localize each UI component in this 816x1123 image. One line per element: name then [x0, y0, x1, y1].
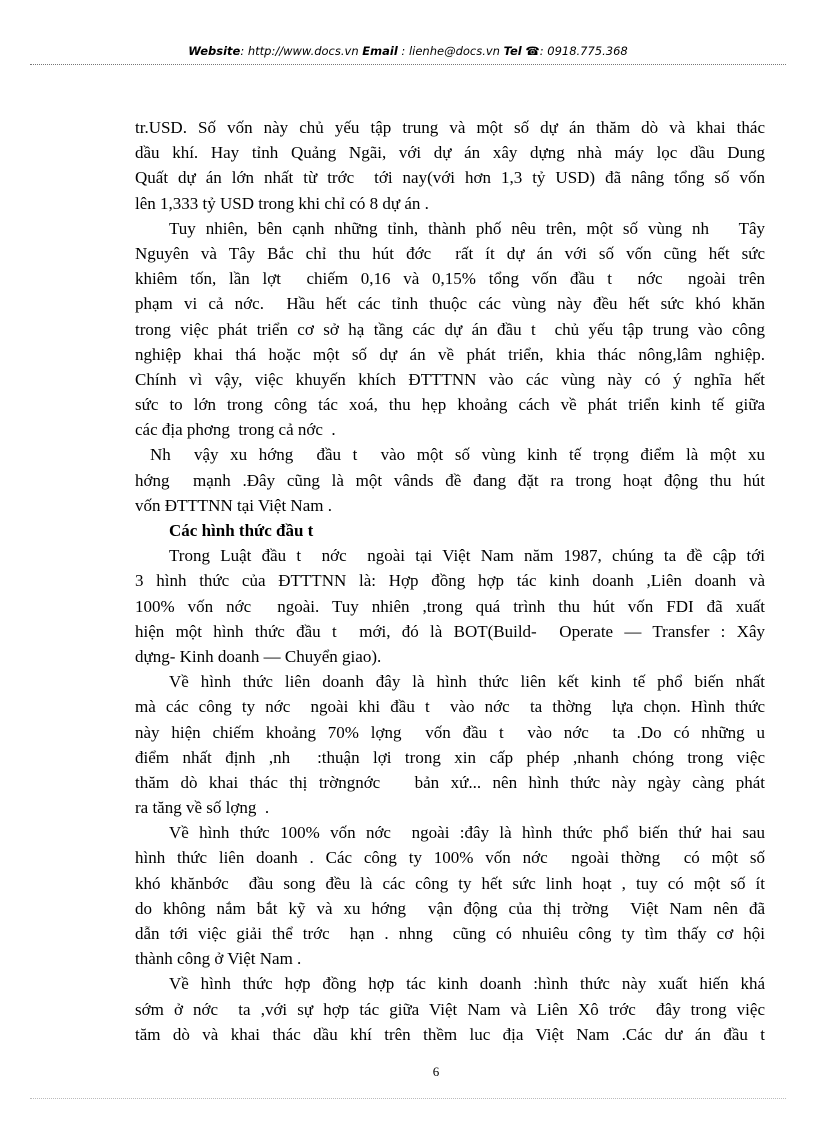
email-value: : lienhe@docs.vn — [397, 44, 504, 58]
website-label: Website — [188, 44, 241, 58]
text-line: vốn ĐTTTNN tại Việt Nam . — [135, 495, 332, 515]
text-line: thăm dò khai thác thị trờngnớc bản xứ... nên hình thức này ngày càng phát — [135, 772, 765, 792]
paragraph — [135, 971, 765, 1047]
page-header — [30, 44, 786, 58]
text-line: sớm ở nớc ta ,với sự hợp tác giữa Việt Nam và Liên Xô trớc đây trong việc — [135, 999, 765, 1019]
heading-text: Các hình thức đầu t — [169, 521, 314, 540]
telephone-icon: ☎ — [525, 44, 540, 58]
text-line: khó khănbớc đầu song đều là các công ty hết sức linh hoạt , tuy có một số ít — [135, 873, 765, 893]
paragraph — [135, 216, 765, 443]
paragraph — [135, 543, 765, 669]
text-line: nghiệp khai thá hoặc một số dự án về phát triển, khia thác nông,lâm nghiệp. — [135, 344, 765, 364]
page-number: 6 — [432, 1064, 440, 1079]
text-line: khiêm tốn, lần lợt chiếm 0,16 và 0,15% tổng vốn đầu t nớc ngoài trên — [135, 269, 765, 289]
text-line: Quất dự án lớn nhất từ trớc tới nay(với hơn 1,3 tỷ USD) đã nâng tổng số vốn — [135, 168, 765, 188]
text-line: Nguyên và Tây Bắc chỉ thu hút đớc rất ít dự án với số vốn cũng hết sức — [135, 243, 765, 263]
text-line: 100% vốn nớc ngoài. Tuy nhiên ,trong quá trình thu hút vốn FDI đã xuất — [135, 596, 765, 616]
text-line: hình thức liên doanh . Các công ty 100% vốn nớc ngoài thờng có một số — [135, 848, 765, 868]
paragraph — [135, 442, 765, 518]
text-line: hớng mạnh .Đây cũng là một vânds đề đang đặt ra trong hoạt động thu hút — [135, 470, 765, 490]
text-line: điểm nhất định ,nh :thuận lợi trong xin cấp phép ,nhanh chóng trong việc — [135, 747, 765, 767]
text-line: các địa phơng trong cả nớc . — [135, 420, 336, 440]
paragraph — [135, 115, 765, 216]
text-line: tăm dò và khai thác dầu khí trên thềm luc địa Việt Nam .Các dư án đầu t — [135, 1024, 765, 1044]
text-line: dẫn tới việc giải thể trớc hạn . nhng cũng có nhuiêu công ty tìm thấy cơ hội — [135, 924, 765, 943]
text-line: Về hình thức hợp đồng hợp tác kinh doanh :hình thức này xuất hiến khá — [169, 974, 765, 994]
text-line: này hiện chiếm khoảng 70% lợng vốn đầu t vào nớc ta .Do có những u — [135, 722, 765, 742]
text-line: do không nắm bắt kỹ và xu hớng vận động của thị trờng Việt Nam nên đã — [135, 898, 765, 918]
text-line: lên 1,333 tỷ USD trong khi chỉ có 8 dự án . — [135, 193, 429, 213]
text-line: Chính vì vậy, việc khuyến khích ĐTTTNN vào các vùng này có ý nghĩa hết — [135, 369, 765, 389]
tel-label: Tel — [503, 44, 522, 58]
text-line: sức to lớn trong công tác xoá, thu hẹp khoảng cách về phát triển kinh tế giữa — [135, 395, 765, 415]
text-line: dầu khí. Hay tỉnh Quảng Ngãi, với dự án xây dựng nhà máy lọc dầu Dung — [135, 143, 765, 163]
header-divider — [30, 64, 786, 65]
text-line: Trong Luật đầu t nớc ngoài tại Việt Nam năm 1987, chúng ta đề cập tới — [169, 546, 765, 566]
section-heading — [135, 518, 765, 543]
text-line: tr.USD. Số vốn này chủ yếu tập trung và một số dự án thăm dò và khai thác — [135, 118, 765, 137]
text-line: phạm vi cả nớc. Hầu hết các tỉnh thuộc các vùng này đều hết sức khó khăn — [135, 294, 765, 314]
footer-divider — [30, 1098, 786, 1099]
email-label: Email — [362, 44, 398, 58]
document-body — [135, 115, 765, 1047]
text-line: ra tăng về số lợng . — [135, 798, 270, 818]
tel-value: : 0918.775.368 — [539, 44, 628, 58]
text-line: Nh vậy xu hớng đầu t vào một số vùng kinh tế trọng điểm là một xu — [150, 445, 765, 465]
text-line: Về hình thức liên doanh đây là hình thức liên kết kinh tế phổ biến nhất — [169, 672, 765, 692]
paragraph — [135, 669, 765, 820]
text-line: trong việc phát triển cơ sở hạ tầng các dự án đầu t chủ yếu tập trung vào công — [135, 319, 765, 339]
text-line: thành công ở Việt Nam . — [135, 949, 302, 969]
text-line: mà các công ty nớc ngoài khi đầu t vào nớc ta thờng lựa chọn. Hình thức — [135, 697, 765, 717]
text-line: 3 hình thức của ĐTTTNN là: Hợp đồng hợp tác kinh doanh ,Liên doanh và — [135, 571, 765, 591]
text-line: hiện một hình thức đầu t mới, đó là BOT(Build- Operate — Transfer : Xây — [135, 621, 765, 641]
text-line: Về hình thức 100% vốn nớc ngoài :đây là hình thức phổ biến thứ hai sau — [169, 823, 765, 843]
text-line: Tuy nhiên, bên cạnh những tỉnh, thành phố nêu trên, một số vùng nh Tây — [169, 218, 765, 238]
website-value: : http://www.docs.vn — [240, 44, 363, 58]
text-line: dựng- Kinh doanh — Chuyển giao). — [135, 646, 382, 666]
paragraph — [135, 820, 765, 971]
